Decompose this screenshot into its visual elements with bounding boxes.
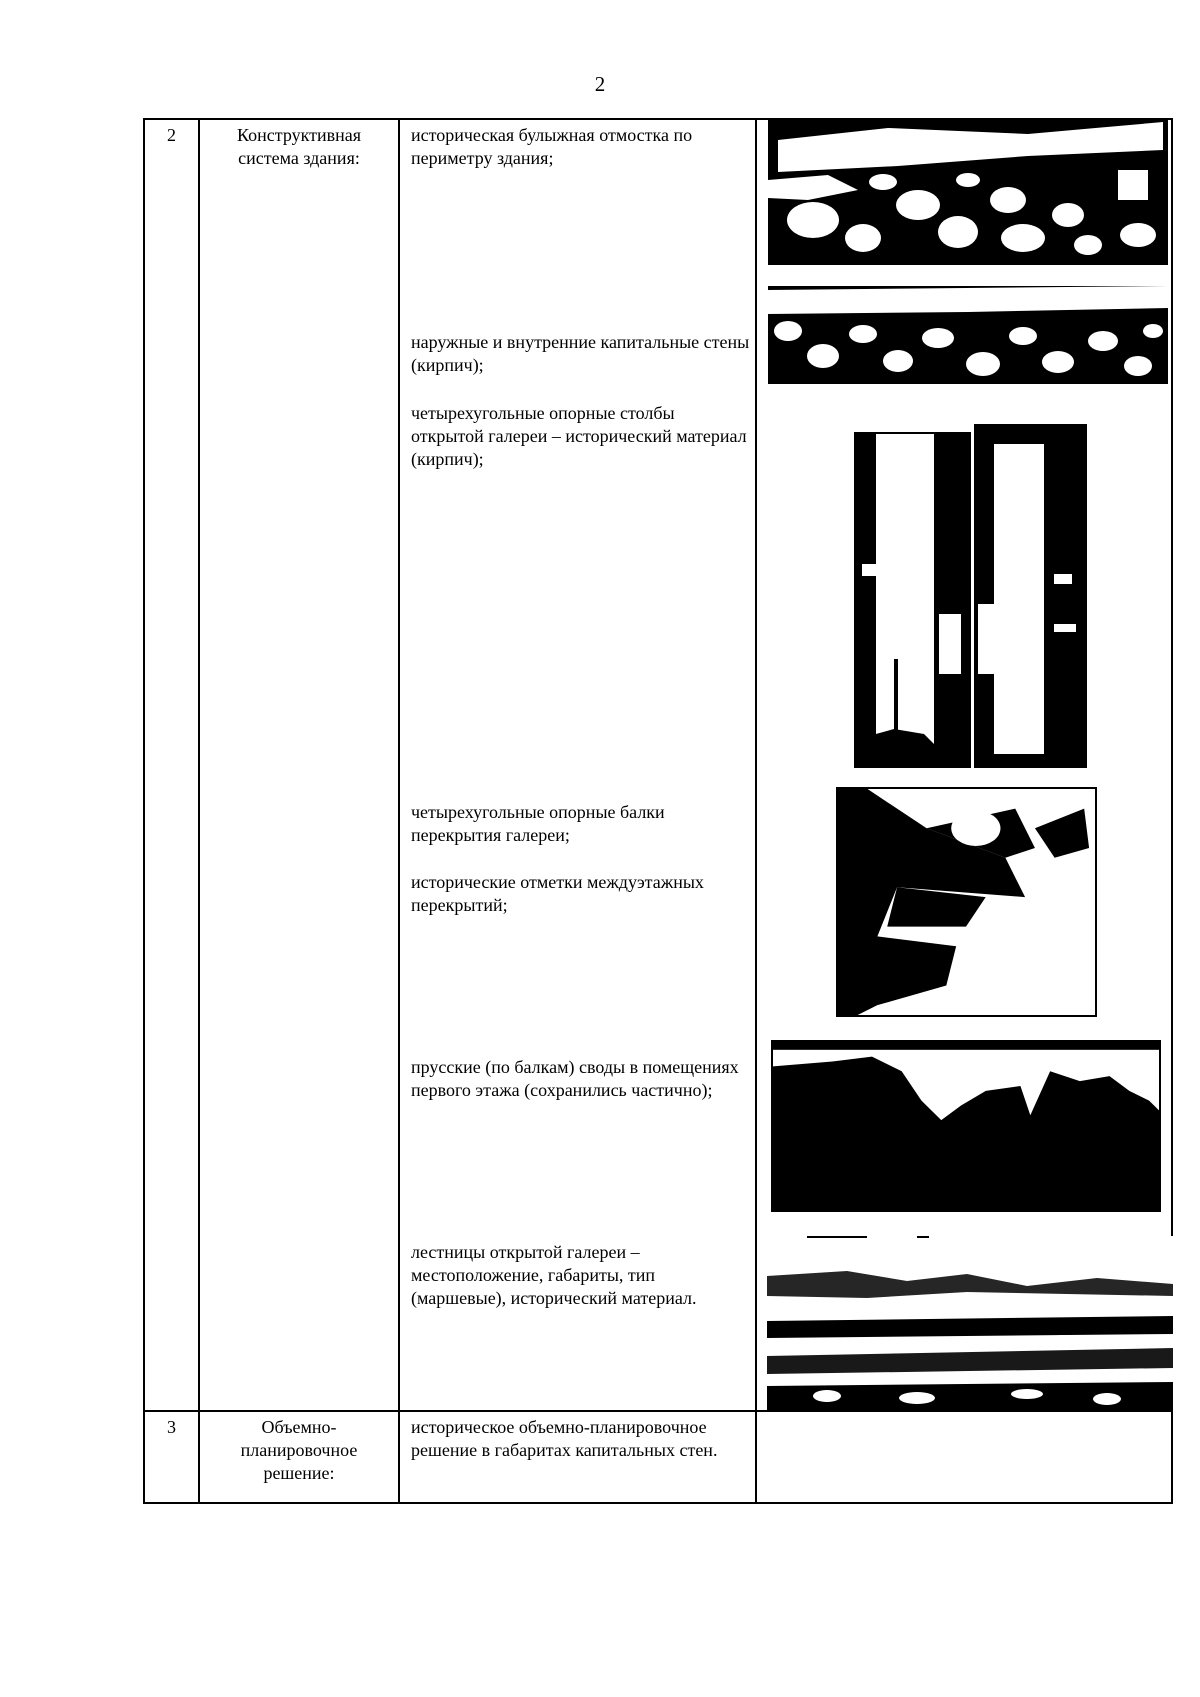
- page-number: 2: [594, 72, 606, 96]
- row-number: 3: [144, 1411, 199, 1503]
- cobblestone-wall-photo: [768, 286, 1168, 384]
- list-item: прусские (по балкам) своды в помещениях первого этажа (сохранились частично);: [411, 1057, 739, 1100]
- list-item: историческая булыжная отмостка по периметру здания;: [411, 125, 693, 168]
- row-number: 2: [144, 119, 199, 1411]
- list-item: четырехугольные опорные балки перекрытия галереи;: [411, 802, 665, 845]
- photo-column: [756, 119, 1172, 1411]
- gallery-pillars-photo: [854, 424, 1087, 768]
- prussian-vaults-photo: [771, 1040, 1161, 1212]
- table-row: [144, 1411, 1172, 1503]
- row-category: Конструктивная система здания:: [199, 119, 399, 1411]
- list-item: наружные и внутренние капитальные стены (кирпич);: [411, 332, 750, 375]
- photo-column: [756, 1411, 1172, 1503]
- gallery-stairs-photo: [767, 1236, 1173, 1412]
- list-item: четырехугольные опорные столбы открытой галереи – исторический материал (кирпич);: [411, 403, 747, 469]
- row-description: [399, 1411, 756, 1503]
- gallery-beams-photo: [836, 787, 1097, 1017]
- cobblestone-photo: [768, 120, 1168, 265]
- list-item: лестницы открытой галереи – местоположение, габариты, тип (маршевые), исторический материал.: [411, 1242, 697, 1308]
- row-category: Объемно-планировочное решение:: [199, 1411, 399, 1503]
- list-item: историческое объемно-планировочное решение в габаритах капитальных стен.: [411, 1417, 718, 1460]
- table-row: [144, 119, 1172, 1411]
- protected-elements-table: [143, 118, 1173, 1504]
- row-description: [399, 119, 756, 1411]
- list-item: исторические отметки междуэтажных перекрытий;: [411, 872, 704, 915]
